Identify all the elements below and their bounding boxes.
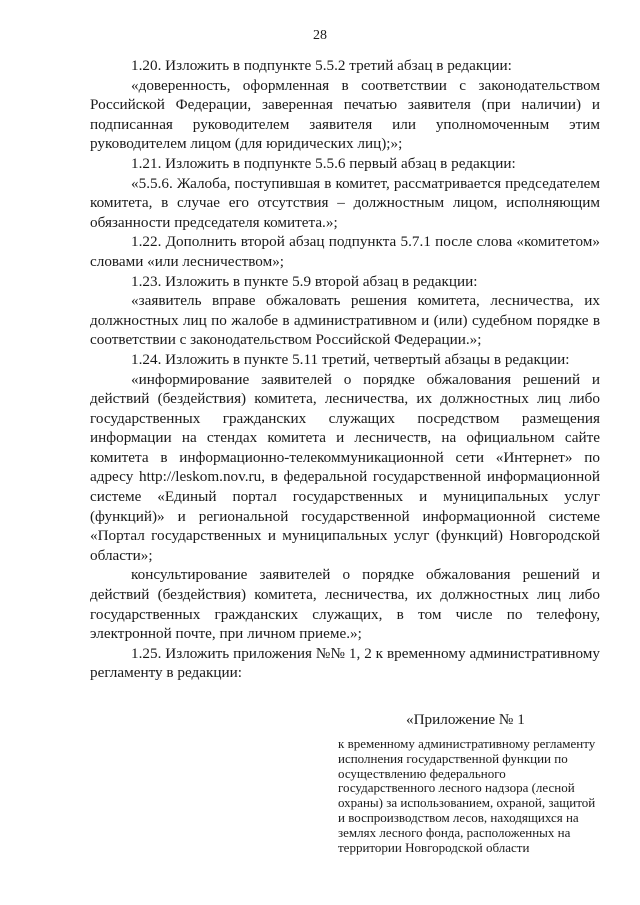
appendix-title: «Приложение № 1 [406,711,525,728]
page-number: 28 [313,28,327,43]
paragraph-quote-5-5-2: «доверенность, оформленная в соответствии с законодательством Российской Федерации, заверенная печатью заявителя (при наличии) и подписанная руководителем заявителя или уполномоченным этим руководителем лицом (для юридических лиц);»; [90,76,600,153]
paragraph-1-23: 1.23. Изложить в пункте 5.9 второй абзац в редакции: [131,272,478,290]
paragraph-quote-5-9: «заявитель вправе обжаловать решения комитета, лесничества, их должностных лиц по жалобе в административном и (или) судебном порядке в соответствии с законодательством Российской Федерации.»; [90,292,600,349]
paragraph-1-25: 1.25. Изложить приложения №№ 1, 2 к временному административному регламенту в редакции: [90,644,600,682]
appendix-block [338,710,600,855]
paragraph-1-20: 1.20. Изложить в подпункте 5.5.2 третий абзац в редакции: [131,57,512,74]
paragraph-quote-5-11-informing: «информирование заявителей о порядке обжалования решений и действий (бездействия) комитета, лесничества, их должностных лиц либо государственных гражданских служащих посредством размещения информации на стендах комитета и лесничеств, на официальном сайте комитета в информационно-телекоммуникационной сети «Интернет» по адресу http://leskom.nov.ru, в федеральной государственной информационной системе «Единый портал государственных и муниципальных услуг (функций)» и региональной государственной информационной системе «Портал государственных и муниципальных услуг (функций) Новгородской области»; [90,370,600,564]
paragraph-quote-5-11-consulting: консультирование заявителей о порядке обжалования решений и действий (бездействия) комитета, лесничества, их должностных лиц либо государственных гражданских служащих, в том числе по телефону, электронной почте, при личном приеме.»; [90,566,600,643]
paragraph-1-24: 1.24. Изложить в пункте 5.11 третий, четвертый абзацы в редакции: [131,350,570,368]
appendix-description: к временному административному регламенту исполнения государственной функции по осуществлению федерального государственного лесного надзора (лесной охраны) за использованием, охраной, защитой и воспроизводством лесов, находящихся на землях лесного фонда, расположенных на территории Новгородской области [338,736,596,855]
paragraph-1-22: 1.22. Дополнить второй абзац подпункта 5.7.1 после слова «комитетом» словами «или лесничеством»; [90,233,600,270]
document-body [90,56,600,683]
paragraph-quote-5-5-6: «5.5.6. Жалоба, поступившая в комитет, рассматривается председателем комитета, в случае его отсутствия – должностным лицом, исполняющим обязанности председателя комитета.»; [90,174,600,231]
paragraph-1-21: 1.21. Изложить в подпункте 5.5.6 первый абзац в редакции: [131,154,516,172]
